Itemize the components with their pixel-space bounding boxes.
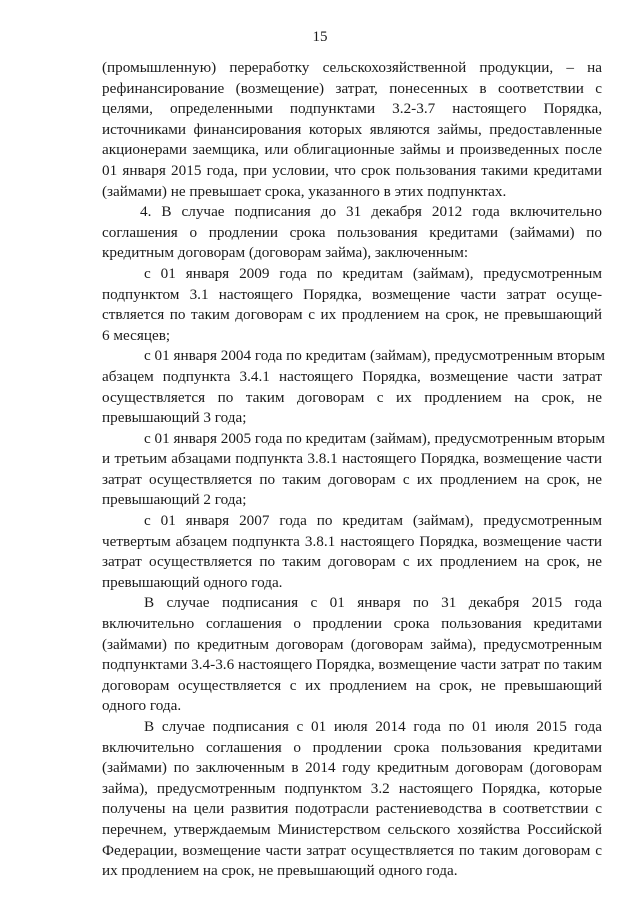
text-line: В случае подписания с 01 июля 2014 года по 01 июля 2015 года bbox=[144, 718, 602, 735]
text-line: абзацем подпункта 3.4.1 настоящего Порядка, возмещение части затрат bbox=[102, 367, 602, 385]
paragraph-2005 bbox=[102, 429, 606, 511]
text-line: одного года. bbox=[102, 697, 182, 715]
paragraph-item-4 bbox=[102, 202, 602, 264]
text-line: затрат осуществляется по таким договорам с их продлением на срок, не bbox=[102, 553, 602, 571]
text-line: с 01 января 2007 года по кредитам (займам), предусмотренным bbox=[144, 512, 602, 530]
document-body bbox=[102, 58, 606, 882]
paragraph-2004 bbox=[102, 346, 606, 428]
text-line: целями, определенными подпунктами 3.2-3.7 настоящего Порядка, bbox=[102, 100, 602, 118]
text-line: их продлением на срок, не превышающий одного года. bbox=[102, 862, 458, 880]
text-line: 6 месяцев; bbox=[102, 326, 171, 344]
paragraph-2015 bbox=[102, 593, 602, 717]
text-line: включительно соглашения о продлении срока пользования кредитами bbox=[102, 615, 602, 633]
text-line: (займами) не превышает срока, указанного в этих подпунктах. bbox=[102, 182, 507, 200]
text-line: договорам осуществляется с их продлением на срок, не превышающий bbox=[102, 676, 602, 694]
text-line: затрат осуществляется по таким договорам с их продлением на срок, не bbox=[102, 470, 602, 488]
text-line: перечнем, утверждаемым Министерством сельского хозяйства Российской bbox=[102, 820, 602, 838]
paragraph-continuation bbox=[102, 58, 602, 202]
text-line: осуществляется по таким договорам с их продлением на срок, не bbox=[102, 388, 602, 406]
text-line: и третьим абзацами подпункта 3.8.1 настоящего Порядка, возмещение части bbox=[102, 450, 602, 468]
text-line: с 01 января 2009 года по кредитам (займам), предусмотренным bbox=[144, 264, 602, 282]
text-line: превышающий 3 года; bbox=[102, 409, 247, 427]
text-line: с 01 января 2005 года по кредитам (займам), предусмотренным вторым bbox=[144, 429, 606, 447]
text-line: (займами) по заключенным в 2014 году кредитным договорам (договорам bbox=[102, 759, 602, 777]
text-line: 01 января 2015 года, при условии, что срок пользования такими кредитами bbox=[102, 161, 602, 179]
text-line: акционерами заемщика, или облигационные займы и произведенных после bbox=[102, 141, 602, 159]
text-line: получены на цели развития подотрасли растениеводства в соответствии с bbox=[102, 800, 602, 818]
text-line: источниками финансирования которых являются займы, предоставленные bbox=[102, 120, 602, 138]
text-line: подпунктами 3.4-3.6 настоящего Порядка, возмещение части затрат по таким bbox=[102, 656, 602, 674]
text-line: превышающий одного года. bbox=[102, 573, 283, 591]
text-line: Федерации, возмещение части затрат осуществляется по таким договорам с bbox=[102, 841, 602, 859]
text-line: (промышленную) переработку сельскохозяйственной продукции, – на bbox=[102, 59, 602, 76]
text-line: кредитным договорам (договорам займа), заключенным: bbox=[102, 244, 469, 262]
text-line: В случае подписания с 01 января по 31 декабря 2015 года bbox=[144, 594, 602, 612]
paragraph-2007 bbox=[102, 511, 602, 593]
text-line: 4. В случае подписания до 31 декабря 2012 года включительно bbox=[140, 203, 602, 221]
text-line: включительно соглашения о продлении срока пользования кредитами bbox=[102, 738, 602, 756]
text-line: подпунктом 3.1 настоящего Порядка, возмещение части затрат осуще- bbox=[102, 285, 602, 303]
text-line: превышающий 2 года; bbox=[102, 491, 247, 509]
text-line: (займами) по кредитным договорам (договорам займа), предусмотренным bbox=[102, 635, 602, 653]
paragraph-2014-2015 bbox=[102, 717, 602, 882]
paragraph-2009 bbox=[102, 264, 602, 346]
text-line: соглашения о продлении срока пользования кредитами (займами) по bbox=[102, 223, 602, 241]
text-line: ствляется по таким договорам с их продлением на срок, не превышающий bbox=[102, 306, 602, 324]
text-line: займа), предусмотренным подпунктом 3.2 настоящего Порядка, которые bbox=[102, 779, 602, 797]
text-line: рефинансирование (возмещение) затрат, понесенных в соответствии с bbox=[102, 79, 602, 97]
page-number: 15 bbox=[312, 29, 328, 45]
text-line: четвертым абзацем подпункта 3.8.1 настоящего Порядка, возмещение части bbox=[102, 532, 602, 550]
text-line: с 01 января 2004 года по кредитам (займам), предусмотренным вторым bbox=[144, 347, 606, 365]
